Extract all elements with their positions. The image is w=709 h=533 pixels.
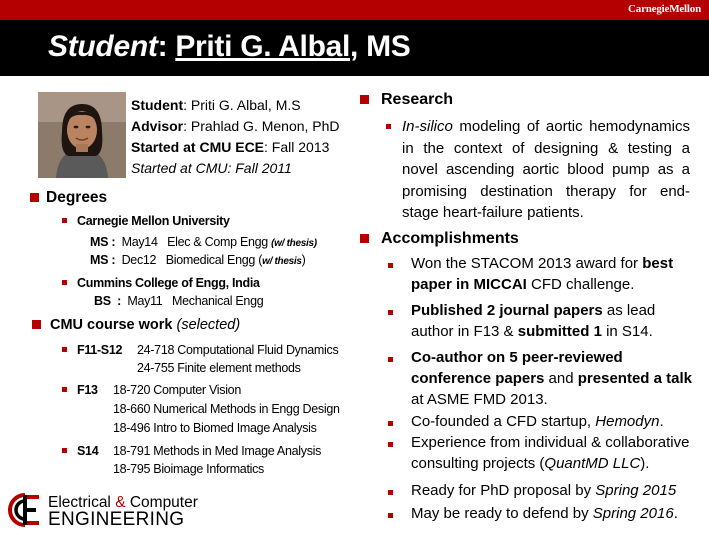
bullet-small-square-icon	[388, 513, 393, 518]
course-2-1: 18-720 Computer Vision	[113, 383, 241, 397]
bullet-small-square-icon	[62, 347, 67, 352]
bullet-small-square-icon	[62, 218, 67, 223]
ece-logo-line-1: Electrical & Computer	[48, 494, 198, 511]
bullet-small-square-icon	[388, 442, 393, 447]
title-label: Student	[48, 30, 158, 63]
course-2-3: 18-496 Intro to Biomed Image Analysis	[113, 421, 317, 435]
coursework-heading	[32, 317, 240, 333]
accomplishment-6: Ready for PhD proposal by Spring 2015	[411, 482, 677, 499]
accomplishment-1-line-1: Won the STACOM 2013 award for best	[411, 255, 674, 272]
bullet-square-icon	[30, 193, 39, 202]
course-1-1: 24-718 Computational Fluid Dynamics	[137, 343, 339, 357]
student-label: Student	[131, 97, 184, 113]
degree-cummins	[62, 276, 260, 290]
course-1-2: 24-755 Finite element methods	[137, 361, 301, 375]
degree-ms1	[90, 235, 317, 249]
bullet-small-square-icon	[388, 357, 393, 362]
cmu-school: Carnegie Mellon University	[77, 214, 230, 228]
ms2-close: )	[301, 253, 306, 267]
degrees-heading	[30, 189, 107, 207]
student-value: : Priti G. Albal, M.S	[183, 97, 301, 113]
degrees-heading-text: Degrees	[46, 189, 108, 206]
accomplishments-heading-text: Accomplishments	[381, 230, 519, 247]
course-term-2	[62, 383, 98, 397]
bullet-small-square-icon	[386, 124, 391, 129]
ms1-label: MS	[90, 235, 109, 249]
research-lead: In-silico	[402, 118, 453, 135]
accomplishment-2-line-1: Published 2 journal papers as lead	[411, 302, 656, 319]
bullet-small-square-icon	[388, 310, 393, 315]
bullet-small-square-icon	[62, 280, 67, 285]
title-suffix: , MS	[350, 30, 411, 63]
bs-sep: :	[117, 294, 121, 308]
ms2-date: Dec12	[121, 253, 157, 267]
started-cmu: Started at CMU: Fall 2011	[131, 160, 292, 176]
ece-logo-line-2: ENGINEERING	[48, 509, 185, 530]
started-label: Started at CMU ECE	[131, 139, 265, 155]
research-text	[402, 116, 690, 224]
ms2-label: MS	[90, 253, 109, 267]
degree-ms2	[90, 253, 306, 267]
accomplishment-7: May be ready to defend by Spring 2016.	[411, 505, 678, 522]
page-title	[48, 30, 411, 64]
term-2-label: F13	[77, 383, 98, 397]
bullet-small-square-icon	[62, 387, 67, 392]
title-name: Priti G. Albal	[175, 30, 351, 63]
research-heading	[360, 91, 453, 109]
degree-cmu	[62, 214, 230, 228]
bullet-small-square-icon	[388, 263, 393, 268]
bullet-square-icon	[360, 95, 369, 104]
accomplishment-1-line-2: paper in MICCAI CFD challenge.	[411, 276, 635, 293]
course-2-2: 18-660 Numerical Methods in Engg Design	[113, 402, 340, 416]
ms1-note: (w/ thesis)	[271, 238, 317, 249]
bs-date: May11	[127, 294, 163, 308]
accomplishment-3-line-3: at ASME FMD 2013.	[411, 391, 548, 408]
bullet-small-square-icon	[388, 421, 393, 426]
degree-bs	[94, 294, 263, 308]
course-term-1	[62, 343, 122, 357]
bs-label: BS	[94, 294, 111, 308]
ms2-note: w/ thesis	[262, 256, 302, 267]
coursework-heading-text: CMU course work	[50, 317, 177, 333]
title-colon: :	[157, 30, 168, 63]
profile-info	[131, 95, 340, 179]
advisor-value: : Prahlad G. Menon, PhD	[183, 118, 340, 134]
ms1-sep: :	[111, 235, 116, 249]
advisor-label: Advisor	[131, 118, 184, 134]
research-heading-text: Research	[381, 91, 454, 108]
bullet-small-square-icon	[388, 490, 393, 495]
ms1-program: Elec & Comp Engg	[167, 235, 268, 249]
course-3-2: 18-795 Bioimage Informatics	[113, 462, 265, 476]
accomplishment-3-line-2: conference papers and presented a talk	[411, 370, 692, 387]
bullet-small-square-icon	[62, 448, 67, 453]
ms2-sep: :	[111, 253, 116, 267]
course-term-3	[62, 444, 98, 458]
accomplishment-4: Co-founded a CFD startup, Hemodyn.	[411, 413, 664, 430]
accomplishment-5-line-2: consulting projects (QuantMD LLC).	[411, 455, 650, 472]
ms2-program: Biomedical Engg (	[165, 253, 263, 267]
research-body: modeling of aortic hemodynamics in the context of designing & testing a novel ascending aortic blood pump as a promising destination therapy for end-stage heart-failure patients.	[402, 118, 690, 221]
accomplishment-3-line-1: Co-author on 5 peer-reviewed	[411, 349, 623, 366]
term-3-label: S14	[77, 444, 99, 458]
accomplishment-2-line-2: author in F13 & submitted 1 in S14.	[411, 323, 653, 340]
coursework-heading-note: (selected)	[176, 317, 241, 333]
started-value: : Fall 2013	[264, 139, 330, 155]
brand-wordmark: CarnegieMellon	[628, 3, 701, 15]
top-bar	[0, 0, 709, 20]
ms1-date: May14	[121, 235, 158, 249]
bullet-square-icon	[360, 234, 369, 243]
bs-program: Mechanical Engg	[171, 294, 264, 308]
bullet-square-icon	[32, 320, 41, 329]
course-3-1: 18-791 Methods in Med Image Analysis	[113, 444, 322, 458]
term-1-label: F11-S12	[77, 343, 123, 357]
cummins-school: Cummins College of Engg, India	[77, 276, 260, 290]
accomplishments-heading	[360, 230, 519, 248]
ece-logo-icon	[6, 492, 44, 528]
student-photo	[38, 92, 126, 178]
accomplishment-5-line-1: Experience from individual & collaborative	[411, 434, 690, 451]
